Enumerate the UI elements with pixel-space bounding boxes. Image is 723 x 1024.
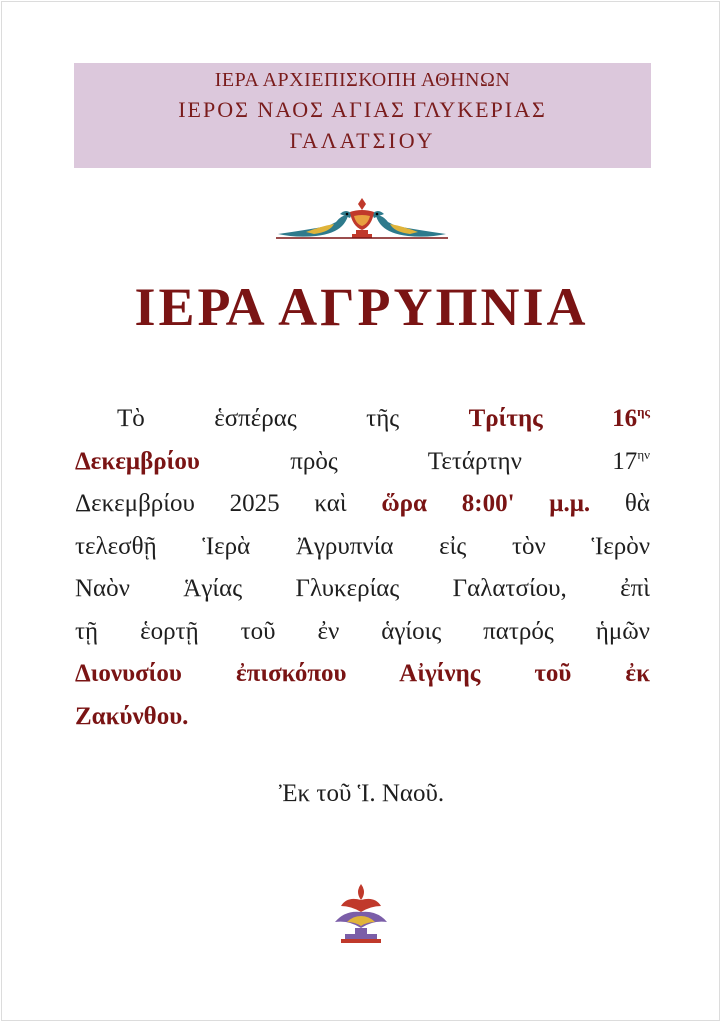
header-banner: [74, 63, 651, 168]
body-line-4: τελεσθῇ Ἱερὰ Ἀγρυπνία εἰς τὸν Ἱερὸν: [75, 532, 650, 560]
header-line-location: ΓΑΛΑΤΣΙΟΥ: [289, 128, 436, 153]
body-line-7: Διονυσίου ἐπισκόπου Αἰγίνης τοῦ ἐκ: [75, 660, 650, 687]
announcement-body: [75, 398, 650, 738]
signature: Ἐκ τοῦ Ἱ. Ναοῦ.: [278, 780, 445, 807]
header-line-church: ΙΕΡΟΣ ΝΑΟΣ ΑΓΙΑΣ ΓΛΥΚΕΡΙΑΣ: [178, 97, 547, 122]
body-line-5: Ναὸν Ἁγίας Γλυκερίας Γαλατσίου, ἐπὶ: [75, 575, 650, 602]
body-line-2: Δεκεμβρίου πρὸς Τετάρτην $17^{\eta\nu}$: [75, 446, 650, 475]
header-line-archdiocese: ΙΕΡΑ ΑΡΧΙΕΠΙΣΚΟΠΗ ΑΘΗΝΩΝ: [214, 69, 511, 91]
body-line-3: Δεκεμβρίου 2025 καὶ ὥρα 8:00' μ.μ. θὰ: [75, 490, 650, 517]
body-line-8: Ζακύνθου.: [75, 702, 189, 730]
body-line-6: τῇ ἑορτῇ τοῦ ἐν ἁγίοις πατρός ἡμῶν: [75, 617, 650, 645]
twin-birds-ornament-icon: [276, 196, 448, 244]
body-line-1: Τὸ ἑσπέρας τῆς Τρίτης $16^{\eta\varsigma}$: [117, 404, 650, 432]
fleur-ornament-icon: [331, 882, 391, 946]
page-title: ΙΕΡΑ ΑΓΡΥΠΝΙΑ: [134, 277, 589, 337]
